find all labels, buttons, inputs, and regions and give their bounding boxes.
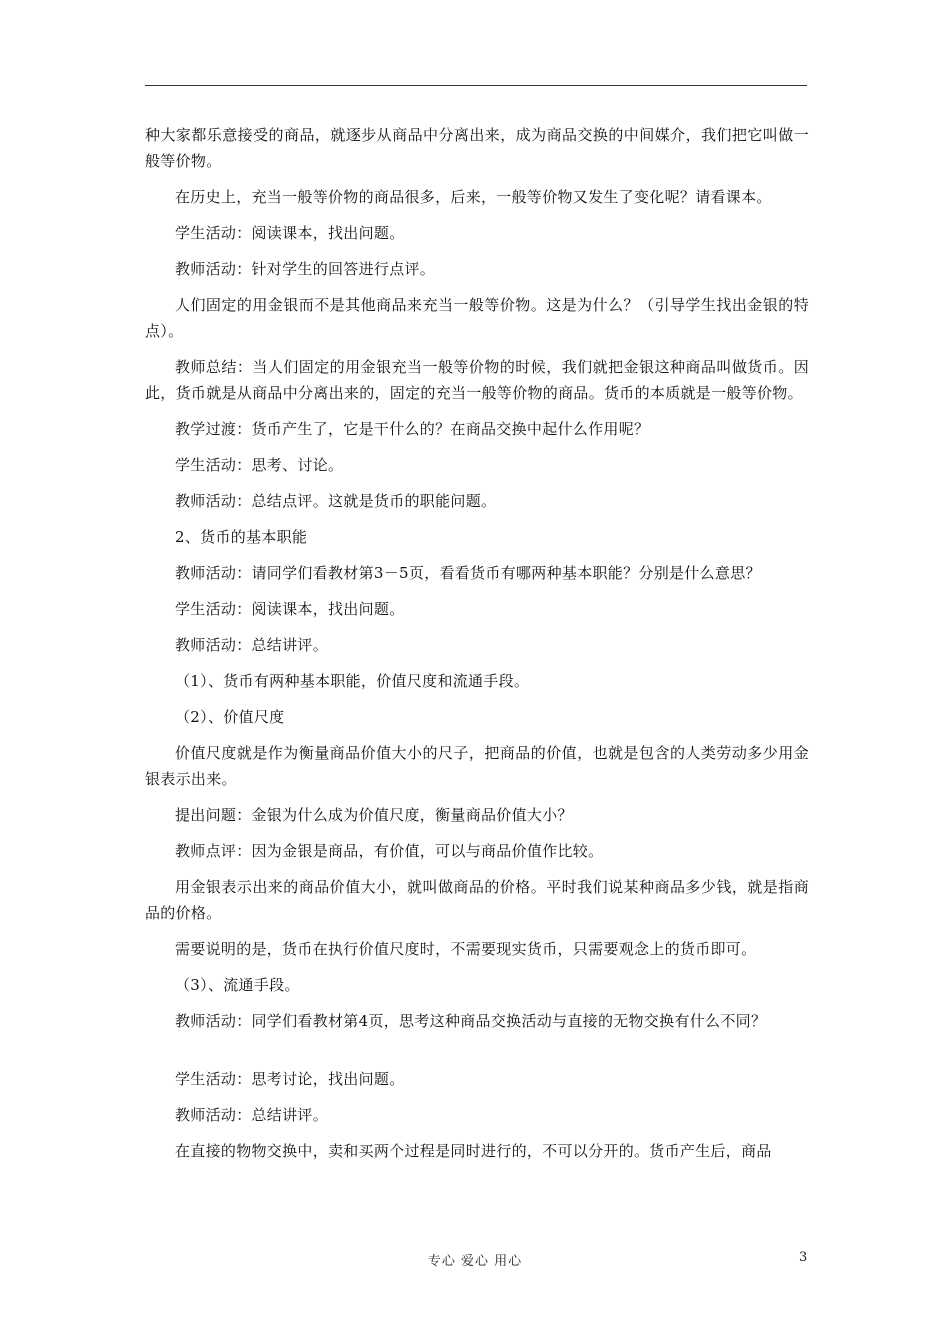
blank-line: [145, 1044, 809, 1066]
paragraph: 教师点评：因为金银是商品，有价值，可以与商品价值作比较。: [175, 842, 604, 860]
subsection-heading: （3）、流通手段。: [175, 976, 300, 994]
paragraph: 学生活动：思考、讨论。: [175, 456, 344, 474]
paragraph: 人们固定的用金银而不是其他商品来充当一般等价物。这是为什么？（引导学生找出金银的特点）。: [145, 296, 809, 340]
paragraph: 教师活动：同学们看教材第4页，思考这种商品交换活动与直接的无物交换有什么不同？: [175, 1012, 767, 1030]
paragraph: （1）、货币有两种基本职能，价值尺度和流通手段。: [175, 672, 530, 690]
paragraph: 学生活动：阅读课本，找出问题。: [175, 600, 405, 618]
paragraph: 教学过渡：货币产生了，它是干什么的？在商品交换中起什么作用呢？: [175, 420, 650, 438]
paragraph: 教师活动：请同学们看教材第3－5页，看看货币有哪两种基本职能？分别是什么意思？: [175, 564, 761, 582]
page-number: 3: [799, 1250, 808, 1265]
document-body: [145, 122, 809, 1174]
paragraph: 教师总结：当人们固定的用金银充当一般等价物的时候，我们就把金银这种商品叫做货币。因此，货币就是从商品中分离出来的，固定的充当一般等价物的商品。货币的本质就是一般等价物。: [145, 358, 809, 402]
paragraph: 教师活动：总结讲评。: [175, 636, 329, 654]
subsection-heading: （2）、价值尺度: [175, 708, 285, 726]
paragraph: 在直接的物物交换中，卖和买两个过程是同时进行的，不可以分开的。货币产生后，商品: [175, 1142, 772, 1160]
footer-motto: 专心 爱心 用心: [427, 1254, 523, 1269]
section-heading: 2、货币的基本职能: [175, 528, 308, 546]
header-rule: [145, 85, 807, 86]
paragraph: 教师活动：总结讲评。: [175, 1106, 329, 1124]
paragraph: 学生活动：思考讨论，找出问题。: [175, 1070, 405, 1088]
paragraph: 用金银表示出来的商品价值大小，就叫做商品的价格。平时我们说某种商品多少钱，就是指商品的价格。: [145, 878, 809, 922]
paragraph: 在历史上，充当一般等价物的商品很多，后来，一般等价物又发生了变化呢？请看课本。: [175, 188, 772, 206]
paragraph: 学生活动：阅读课本，找出问题。: [175, 224, 405, 242]
paragraph: 种大家都乐意接受的商品，就逐步从商品中分离出来，成为商品交换的中间媒介，我们把它叫做一般等价物。: [145, 126, 809, 170]
paragraph: 教师活动：总结点评。这就是货币的职能问题。: [175, 492, 497, 510]
paragraph: 教师活动：针对学生的回答进行点评。: [175, 260, 436, 278]
paragraph: 需要说明的是，货币在执行价值尺度时，不需要现实货币，只需要观念上的货币即可。: [175, 940, 757, 958]
paragraph: 提出问题：金银为什么成为价值尺度，衡量商品价值大小？: [175, 806, 573, 824]
paragraph: 价值尺度就是作为衡量商品价值大小的尺子，把商品的价值，也就是包含的人类劳动多少用金银表示出来。: [145, 744, 809, 788]
